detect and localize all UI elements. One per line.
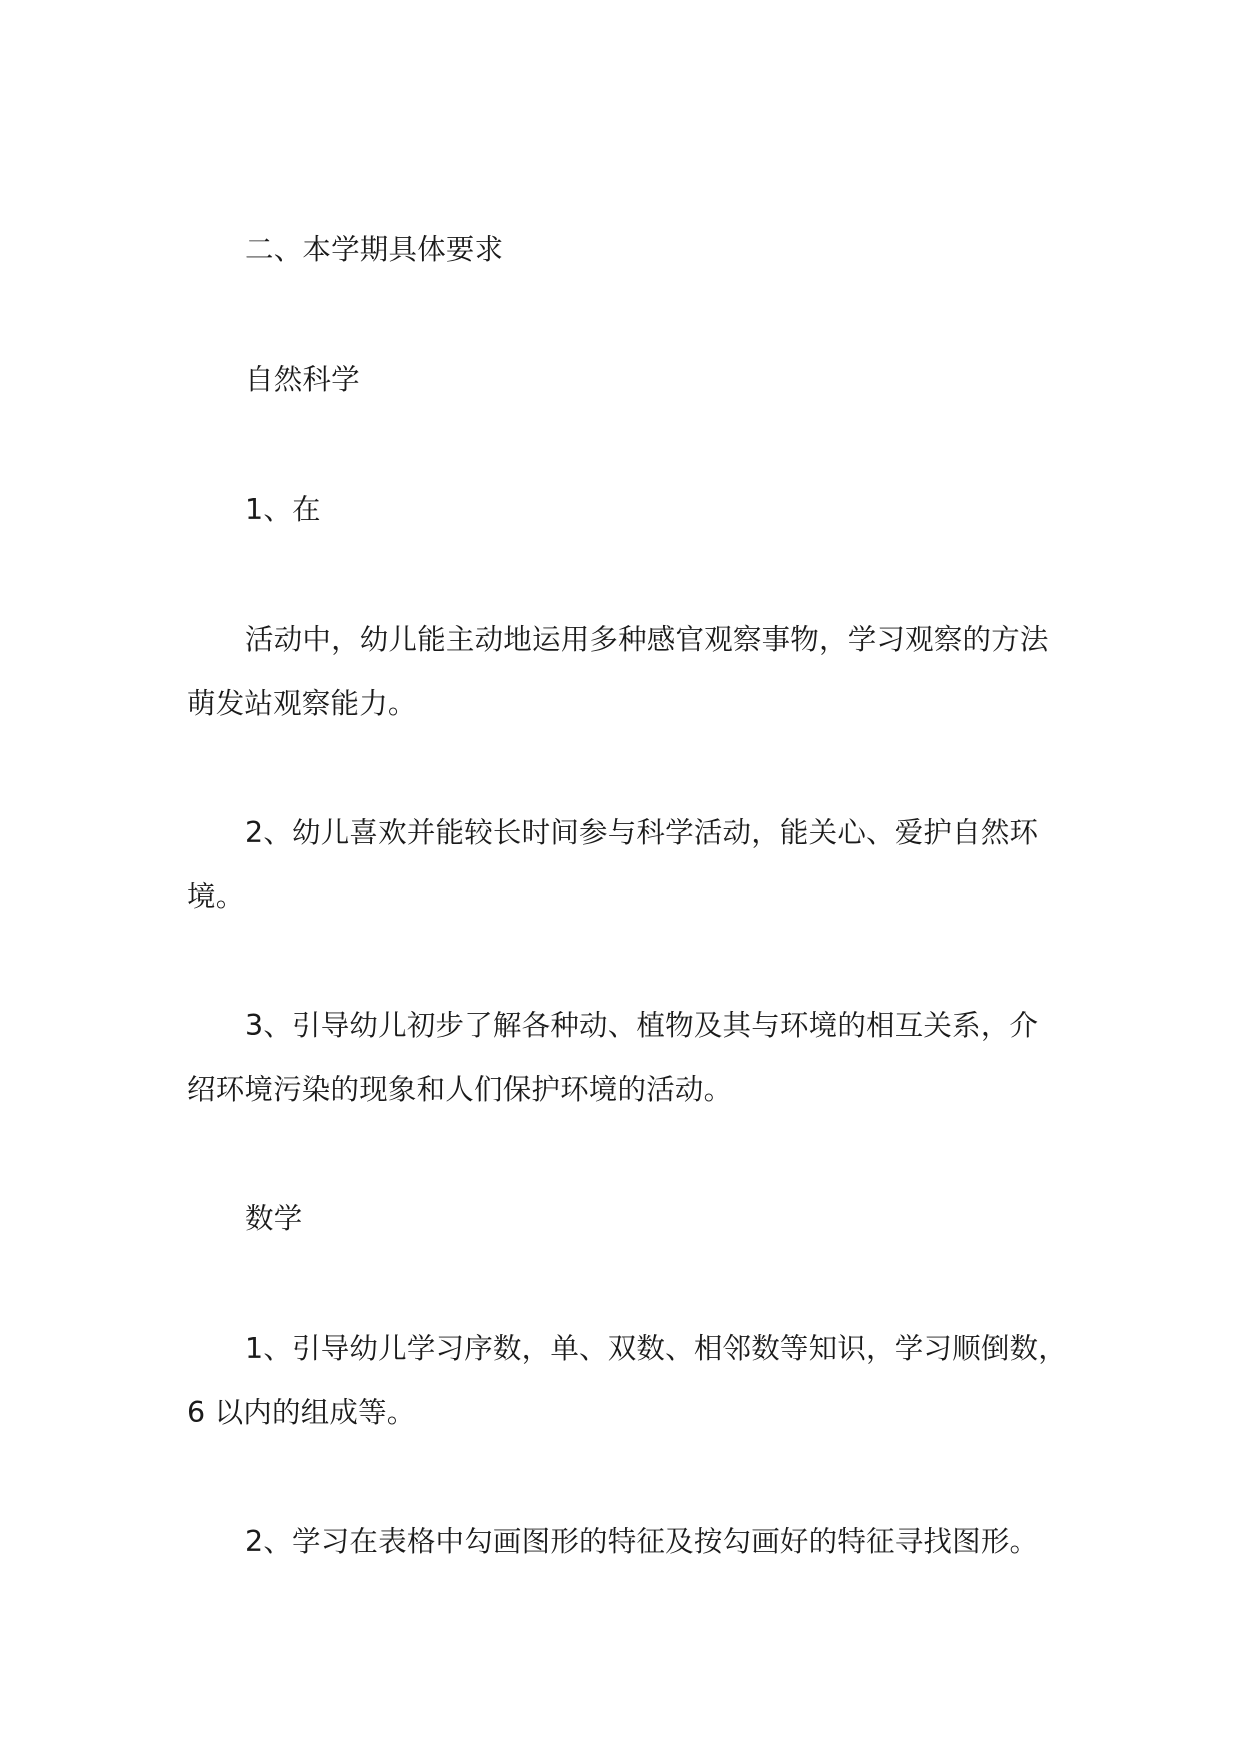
paragraph-line: 2、幼儿喜欢并能较长时间参与科学活动，能关心、爱护自然环 <box>245 816 1039 849</box>
paragraph-line: 绍环境污染的现象和人们保护环境的活动。 <box>187 1073 733 1106</box>
paragraph-line: 萌发站观察能力。 <box>187 687 417 720</box>
paragraph-line: 境。 <box>187 880 245 913</box>
paragraph-line: 6 以内的组成等。 <box>187 1396 416 1429</box>
paragraph-line: 3、引导幼儿初步了解各种动、植物及其与环境的相互关系，介 <box>245 1009 1039 1042</box>
paragraph-line: 1、在 <box>245 493 321 526</box>
section-heading: 二、本学期具体要求 <box>245 233 504 266</box>
subsection-heading-math: 数学 <box>245 1202 303 1235</box>
paragraph-line: 2、学习在表格中勾画图形的特征及按勾画好的特征寻找图形。 <box>245 1525 1039 1558</box>
paragraph-line: 活动中，幼儿能主动地运用多种感官观察事物，学习观察的方法 <box>245 623 1049 656</box>
subsection-heading-science: 自然科学 <box>245 363 360 396</box>
paragraph-line: 1、引导幼儿学习序数，单、双数、相邻数等知识，学习顺倒数， <box>245 1332 1067 1365</box>
